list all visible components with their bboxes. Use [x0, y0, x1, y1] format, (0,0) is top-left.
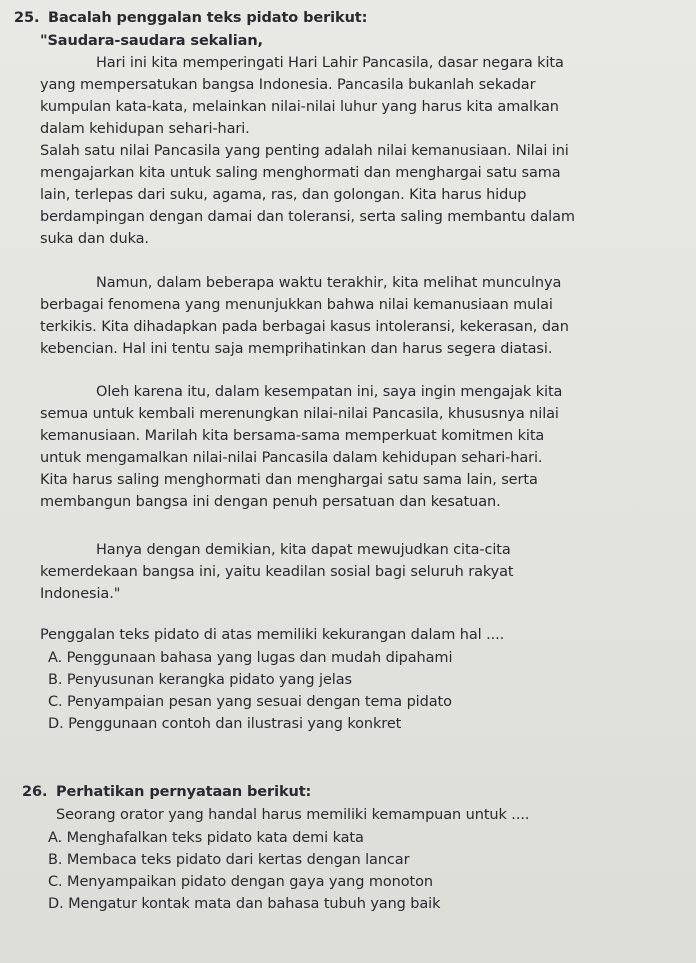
q25-option-a[interactable]: A. Penggunaan bahasa yang lugas dan mudah dipahami [48, 650, 453, 666]
speech-line: Oleh karena itu, dalam kesempatan ini, saya ingin mengajak kita [96, 384, 563, 400]
q25-instruction: Bacalah penggalan teks pidato berikut: [48, 10, 368, 26]
q26-question: Seorang orator yang handal harus memiliki kemampuan untuk .... [56, 807, 530, 823]
speech-line: kemerdekaan bangsa ini, yaitu keadilan sosial bagi seluruh rakyat [40, 564, 514, 580]
q25-question: Penggalan teks pidato di atas memiliki kekurangan dalam hal .... [40, 627, 505, 643]
speech-line: Kita harus saling menghormati dan menghargai satu sama lain, serta [40, 472, 538, 488]
speech-line: "Saudara-saudara sekalian, [40, 33, 263, 49]
speech-line: suka dan duka. [40, 231, 149, 247]
speech-line: Indonesia." [40, 586, 121, 602]
speech-line: kumpulan kata-kata, melainkan nilai-nilai luhur yang harus kita amalkan [40, 99, 559, 115]
speech-line: lain, terlepas dari suku, agama, ras, dan golongan. Kita harus hidup [40, 187, 527, 203]
q26-option-a[interactable]: A. Menghafalkan teks pidato kata demi kata [48, 830, 364, 846]
q26-option-d[interactable]: D. Mengatur kontak mata dan bahasa tubuh yang baik [48, 896, 441, 912]
speech-line: Hanya dengan demikian, kita dapat mewujudkan cita-cita [96, 542, 511, 558]
q25-option-c[interactable]: C. Penyampaian pesan yang sesuai dengan tema pidato [48, 694, 452, 710]
speech-line: kebencian. Hal ini tentu saja memprihatinkan dan harus segera diatasi. [40, 341, 553, 357]
q25-number: 25. [14, 10, 40, 26]
q26-option-b[interactable]: B. Membaca teks pidato dari kertas dengan lancar [48, 852, 410, 868]
speech-line: terkikis. Kita dihadapkan pada berbagai kasus intoleransi, kekerasan, dan [40, 319, 569, 335]
speech-line: berdampingan dengan damai dan toleransi, serta saling membantu dalam [40, 209, 575, 225]
speech-line: semua untuk kembali merenungkan nilai-nilai Pancasila, khususnya nilai [40, 406, 559, 422]
speech-line: Hari ini kita memperingati Hari Lahir Pancasila, dasar negara kita [96, 55, 564, 71]
speech-line: berbagai fenomena yang menunjukkan bahwa nilai kemanusiaan mulai [40, 297, 553, 313]
speech-line: untuk mengamalkan nilai-nilai Pancasila dalam kehidupan sehari-hari. [40, 450, 543, 466]
speech-line: dalam kehidupan sehari-hari. [40, 121, 250, 137]
q26-number: 26. [22, 784, 48, 800]
q25-option-b[interactable]: B. Penyusunan kerangka pidato yang jelas [48, 672, 352, 688]
q26-option-c[interactable]: C. Menyampaikan pidato dengan gaya yang monoton [48, 874, 433, 890]
speech-line: mengajarkan kita untuk saling menghormati dan menghargai satu sama [40, 165, 561, 181]
speech-line: kemanusiaan. Marilah kita bersama-sama memperkuat komitmen kita [40, 428, 545, 444]
speech-line: membangun bangsa ini dengan penuh persatuan dan kesatuan. [40, 494, 501, 510]
speech-line: Salah satu nilai Pancasila yang penting adalah nilai kemanusiaan. Nilai ini [40, 143, 569, 159]
speech-line: Namun, dalam beberapa waktu terakhir, kita melihat munculnya [96, 275, 562, 291]
q25-option-d[interactable]: D. Penggunaan contoh dan ilustrasi yang konkret [48, 716, 402, 732]
q26-instruction: Perhatikan pernyataan berikut: [56, 784, 312, 800]
speech-line: yang mempersatukan bangsa Indonesia. Pancasila bukanlah sekadar [40, 77, 536, 93]
